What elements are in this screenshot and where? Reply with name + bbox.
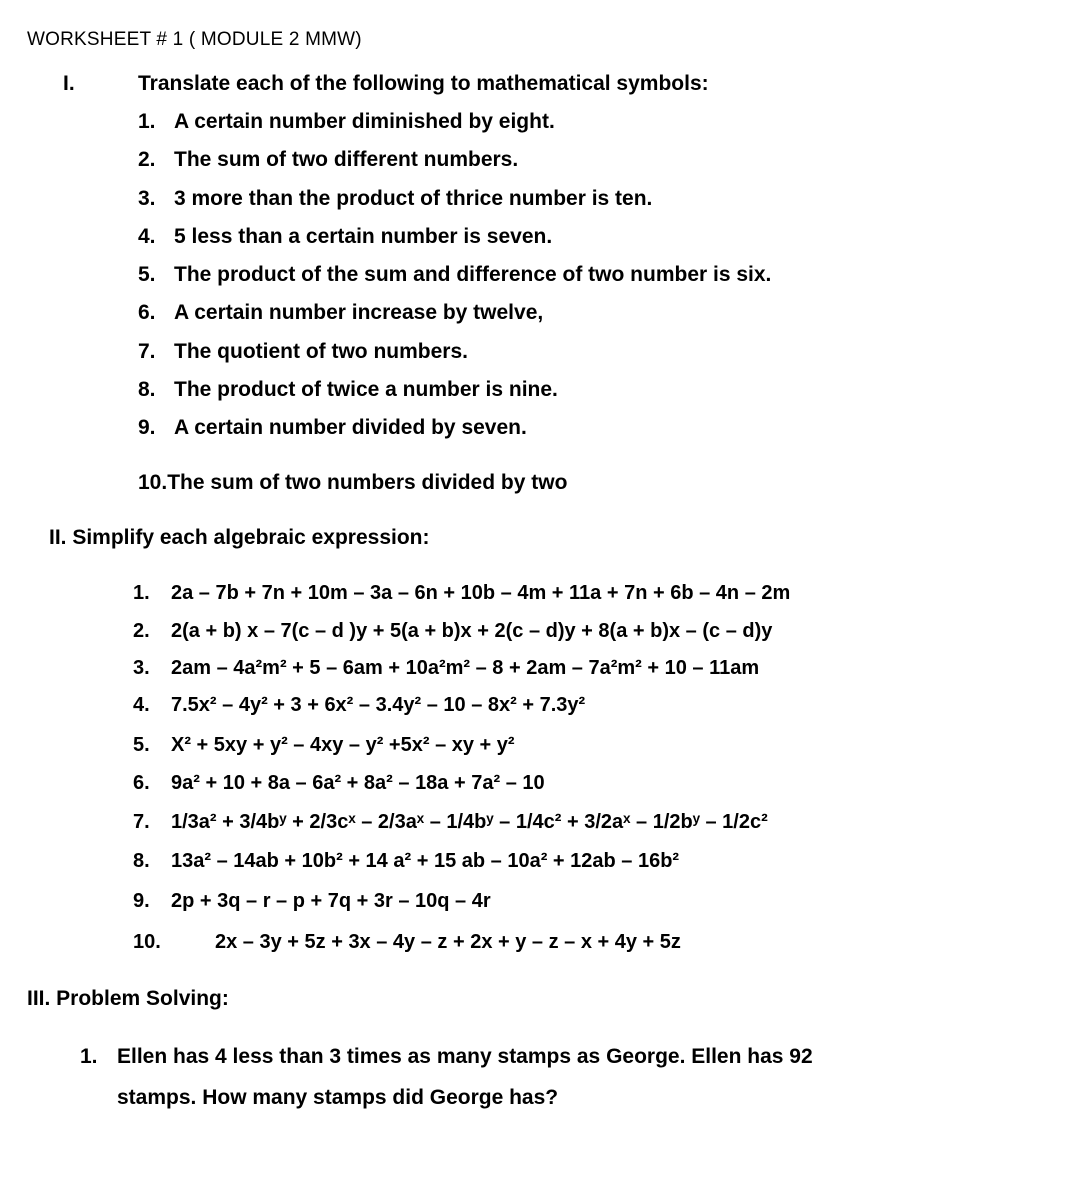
list-item: 3. 2am – 4a²m² + 5 – 6am + 10a²m² – 8 + 2am – 7a²m² + 10 – 11am [133, 657, 760, 679]
list-item: 6. A certain number increase by twelve, [138, 301, 544, 324]
list-item: 1. Ellen has 4 less than 3 times as many stamps as George. Ellen has 92 [80, 1045, 813, 1068]
section-1-numeral: I. [63, 72, 75, 95]
section-2-title: II. Simplify each algebraic expression: [49, 526, 430, 549]
list-item: 4. 5 less than a certain number is seven. [138, 225, 553, 248]
worksheet-title: WORKSHEET # 1 ( MODULE 2 MMW) [27, 29, 362, 50]
list-item: 2. The sum of two different numbers. [138, 148, 519, 171]
list-item: 10.The sum of two numbers divided by two [138, 471, 568, 494]
section-1-title: Translate each of the following to mathematical symbols: [138, 72, 709, 95]
list-item-continuation: stamps. How many stamps did George has? [117, 1086, 559, 1109]
section-3-title: III. Problem Solving: [27, 987, 229, 1010]
list-item: 1. 2a – 7b + 7n + 10m – 3a – 6n + 10b – 4m + 11a + 7n + 6b – 4n – 2m [133, 582, 791, 604]
list-item: 6. 9a² + 10 + 8a – 6a² + 8a² – 18a + 7a² – 10 [133, 772, 545, 794]
list-item: 9. 2p + 3q – r – p + 7q + 3r – 10q – 4r [133, 890, 491, 912]
list-item: 7. The quotient of two numbers. [138, 340, 468, 363]
list-item: 5. X² + 5xy + y² – 4xy – y² +5x² – xy + y² [133, 734, 515, 756]
list-item: 8. The product of twice a number is nine. [138, 378, 558, 401]
list-item: 9. A certain number divided by seven. [138, 416, 527, 439]
list-item: 3. 3 more than the product of thrice number is ten. [138, 187, 653, 210]
list-item: 7. 1/3a² + 3/4bʸ + 2/3cˣ – 2/3aˣ – 1/4bʸ – 1/4c² + 3/2aˣ – 1/2bʸ – 1/2c² [133, 811, 768, 833]
list-item: 4. 7.5x² – 4y² + 3 + 6x² – 3.4y² – 10 – 8x² + 7.3y² [133, 694, 586, 716]
list-item: 2. 2(a + b) x – 7(c – d )y + 5(a + b)x + 2(c – d)y + 8(a + b)x – (c – d)y [133, 620, 773, 642]
list-item: 10. 2x – 3y + 5z + 3x – 4y – z + 2x + y – z – x + 4y + 5z [133, 931, 681, 953]
list-item: 8. 13a² – 14ab + 10b² + 14 a² + 15 ab – 10a² + 12ab – 16b² [133, 850, 680, 872]
list-item: 1. A certain number diminished by eight. [138, 110, 555, 133]
list-item: 5. The product of the sum and difference of two number is six. [138, 263, 772, 286]
